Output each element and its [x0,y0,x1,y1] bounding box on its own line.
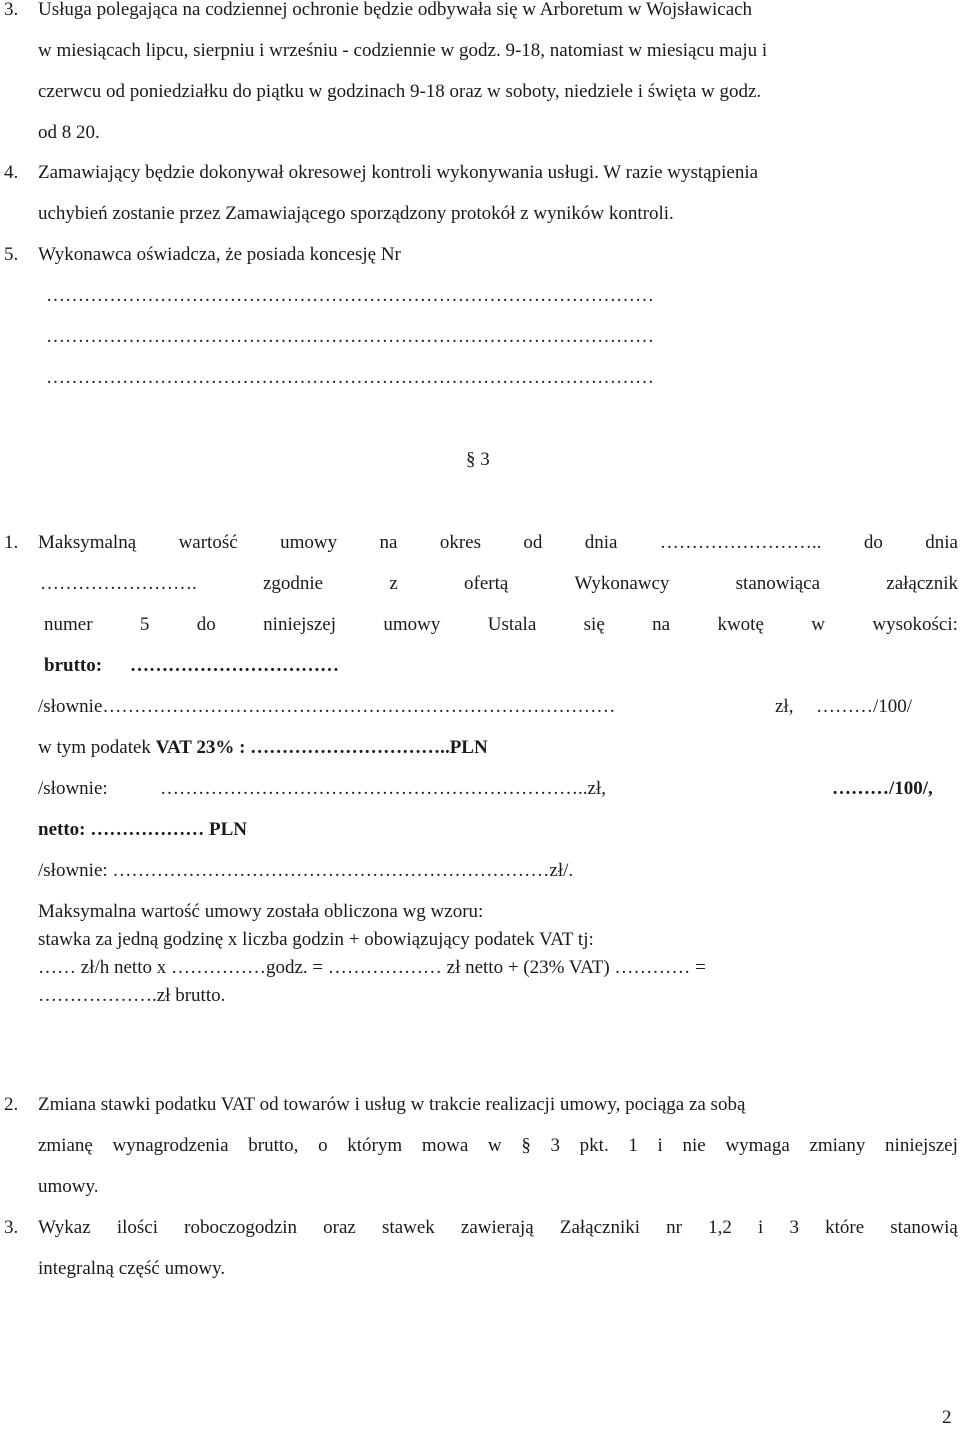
word: ofertą [464,573,509,594]
word: zmiany [809,1135,866,1156]
word: okres [439,532,481,553]
formula-line: Maksymalna wartość umowy została obliczona wg wzoru: [38,901,484,922]
paragraph-line: umowy. [38,1176,99,1197]
word: i [758,1217,764,1238]
slownie-line: /słownie……………………………………………………………………… [38,696,616,717]
grosze-fill: ………/100/ [816,696,913,717]
word: oraz [323,1217,356,1238]
word: 3 [550,1135,560,1156]
word: Wykonawcy [574,573,670,594]
word: …………………….. [659,532,822,553]
word: 1 [628,1135,638,1156]
word: pkt. [579,1135,609,1156]
vat-currency: .PLN [444,737,488,758]
word: Maksymalną [38,532,137,553]
word: się [583,614,605,635]
word: kwotę [717,614,764,635]
word: ……………………. [40,573,197,594]
word: i [657,1135,663,1156]
paragraph-number: 3. [4,0,19,20]
word: ilości [116,1217,158,1238]
word: 3 [789,1217,799,1238]
word: wysokości: [872,614,958,635]
word: załącznik [886,573,958,594]
dotted-fill-line: …………………………………………………………………………………… [46,326,654,347]
word: dnia [584,532,618,553]
paragraph-number: 1. [4,532,19,553]
word: umowy [383,614,441,635]
paragraph-line: Zamawiający będzie dokonywał okresowej kontroli wykonywania usługi. W razie wystąpienia [38,162,759,183]
word: umowy [280,532,338,553]
word: zmianę [38,1135,93,1156]
vat-line [38,738,488,757]
formula-line: stawka za jedną godzinę x liczba godzin + obowiązujący podatek VAT tj: [38,929,594,950]
word: o [318,1135,328,1156]
word: brutto, [248,1135,299,1156]
slownie-fill: …………………………………………………………..zł, [160,778,606,799]
word: stawek [382,1217,435,1238]
word: do [196,614,216,635]
paragraph-number: 4. [4,162,19,183]
dotted-fill-line: …………………………………………………………………………………… [46,285,654,306]
justified-line [38,1218,958,1237]
paragraph-line: Wykonawca oświadcza, że posiada koncesję Nr [38,244,401,265]
justified-line [38,1136,958,1155]
word: od [523,532,543,553]
paragraph-line: od 8 20. [38,122,100,143]
paragraph-line: uchybień zostanie przez Zamawiającego sporządzony protokół z wyników kontroli. [38,203,674,224]
dotted-fill-line: …………………………………………………………………………………… [46,367,654,388]
word: § [521,1135,531,1156]
section-heading: § 3 [466,449,490,470]
brutto-label: brutto: [44,655,103,676]
word: w [487,1135,502,1156]
word: wynagrodzenia [112,1135,229,1156]
word: stanowią [890,1217,958,1238]
word: Ustala [487,614,537,635]
word: 5 [139,614,150,635]
word: roboczogodzin [184,1217,298,1238]
slownie-label: /słownie: [38,778,108,799]
paragraph-number: 2. [4,1094,19,1115]
word: do [863,532,883,553]
justified-line [40,574,958,593]
word: zgodnie [262,573,324,594]
paragraph-number: 3. [4,1217,19,1238]
word: zawierają [460,1217,534,1238]
paragraph-number: 5. [4,244,19,265]
word: na [652,614,671,635]
currency-label: zł, [775,696,794,717]
slownie-line: /słownie: ……………………………………………………………zł/. [38,860,574,881]
formula-line: ……………….zł brutto. [38,985,226,1006]
word: wymaga [725,1135,790,1156]
word: stanowiąca [735,573,821,594]
paragraph-line: czerwcu od poniedziałku do piątku w godzinach 9-18 oraz w soboty, niedziele i święta w godz. [38,81,762,102]
word: numer [44,614,93,635]
justified-line [44,615,958,634]
word: nie [682,1135,706,1156]
word: niniejszej [885,1135,958,1156]
word: mowa [421,1135,469,1156]
word: 1,2 [708,1217,732,1238]
vat-amount: VAT 23% : …………………………. [155,737,445,758]
paragraph-line: Zmiana stawki podatku VAT od towarów i usług w trakcie realizacji umowy, pociąga za sobą [38,1094,746,1115]
word: Załączniki [559,1217,641,1238]
word: dnia [925,532,958,553]
word: Wykaz [38,1217,91,1238]
paragraph-line: integralną część umowy. [38,1258,226,1279]
word: nr [666,1217,682,1238]
word: niniejszej [263,614,336,635]
word: którym [347,1135,403,1156]
paragraph-line: w miesiącach lipcu, sierpniu i wrześniu - codziennie w godz. 9-18, natomiast w miesiącu maju i [38,40,768,61]
netto-line: netto: ……………… PLN [38,819,247,840]
word: na [379,532,398,553]
brutto-dots: …………………………… [130,655,339,676]
justified-line [38,533,958,552]
word: z [389,573,398,594]
word: które [825,1217,865,1238]
word: w [811,614,825,635]
page-number: 2 [942,1407,952,1428]
formula-line: …… zł/h netto x ……………godz. = ……………… zł netto + (23% VAT) ………… = [38,957,706,978]
word: wartość [178,532,238,553]
vat-prefix: w tym podatek [38,737,156,758]
paragraph-line: Usługa polegająca na codziennej ochronie będzie odbywała się w Arboretum w Wojsławicach [38,0,753,20]
grosze-fill: ………/100/, [832,778,933,799]
